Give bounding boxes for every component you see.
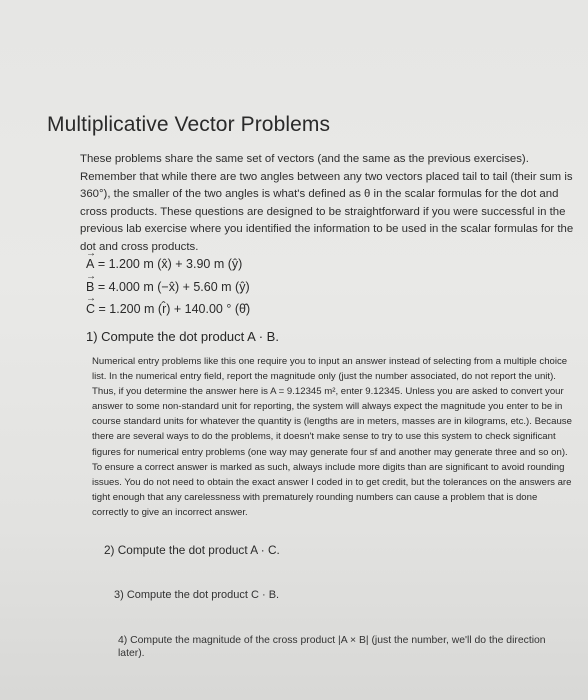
question-3: 3) Compute the dot product C · B. xyxy=(114,589,280,601)
vector-b-symbol: → B xyxy=(86,276,94,299)
vector-a-symbol: → A xyxy=(86,253,94,276)
question-1: 1) Compute the dot product A · B. xyxy=(86,329,279,344)
vector-a-expression: = 1.200 m (x̂) + 3.90 m (ŷ) xyxy=(94,257,243,271)
vector-b-definition xyxy=(86,276,546,299)
vector-a-definition xyxy=(86,253,546,276)
intro-paragraph: These problems share the same set of vectors (and the same as the previous exercises). Remember that while there are two angles between any two vectors placed tail to tail (their sum is 360°), the smaller of the two angles is what's defined as θ in the scalar formulas for the dot and cross products. These questions are designed to be straightforward if you were successful in the previous lab exercise where you identified the information to be used in the scalar formulas for the dot and cross products. xyxy=(80,153,574,253)
question-4: 4) Compute the magnitude of the cross product |A × B| (just the number, we'll do the direction later). xyxy=(118,635,546,659)
numerical-entry-instructions: Numerical entry problems like this one require you to input an answer instead of selecting from a multiple choice list. In the numerical entry field, report the magnitude only (just the number associated, do not report the unit). Thus, if you determine the answer here is A = 9.12345 m², enter 9.12345. Unless you are asked to convert your answer to some non-standard unit for reporting, the system will always expect the magnitude you enter to be in course standard units for whatever the quantity is (lengths are in meters, masses are in kilograms, etc.). Because there are several ways to do the problems, it doesn't make sense to try to use this system to check significant figures for numerical entry problems (one way may generate four sf and another may generate three and so on). To ensure a correct answer is marked as such, always include more digits than are significant to avoid rounding issues. You do not need to obtain the exact answer I coded in to get credit, but the tolerances on the answers are tight enough that any carelessness with prematurely rounding numbers can cause a problem that is done correctly to give an incorrect answer. xyxy=(92,356,572,518)
vector-c-expression: = 1.200 m (r̂) + 140.00 ° (θ̂) xyxy=(95,302,251,316)
vector-b-expression: = 4.000 m (−x̂) + 5.60 m (ŷ) xyxy=(94,279,250,294)
vector-c-symbol: → C xyxy=(86,298,95,321)
vector-c-definition xyxy=(86,298,546,321)
page-title: Multiplicative Vector Problems xyxy=(47,113,331,136)
question-2: 2) Compute the dot product A · C. xyxy=(104,543,280,557)
vector-definitions xyxy=(86,253,546,321)
